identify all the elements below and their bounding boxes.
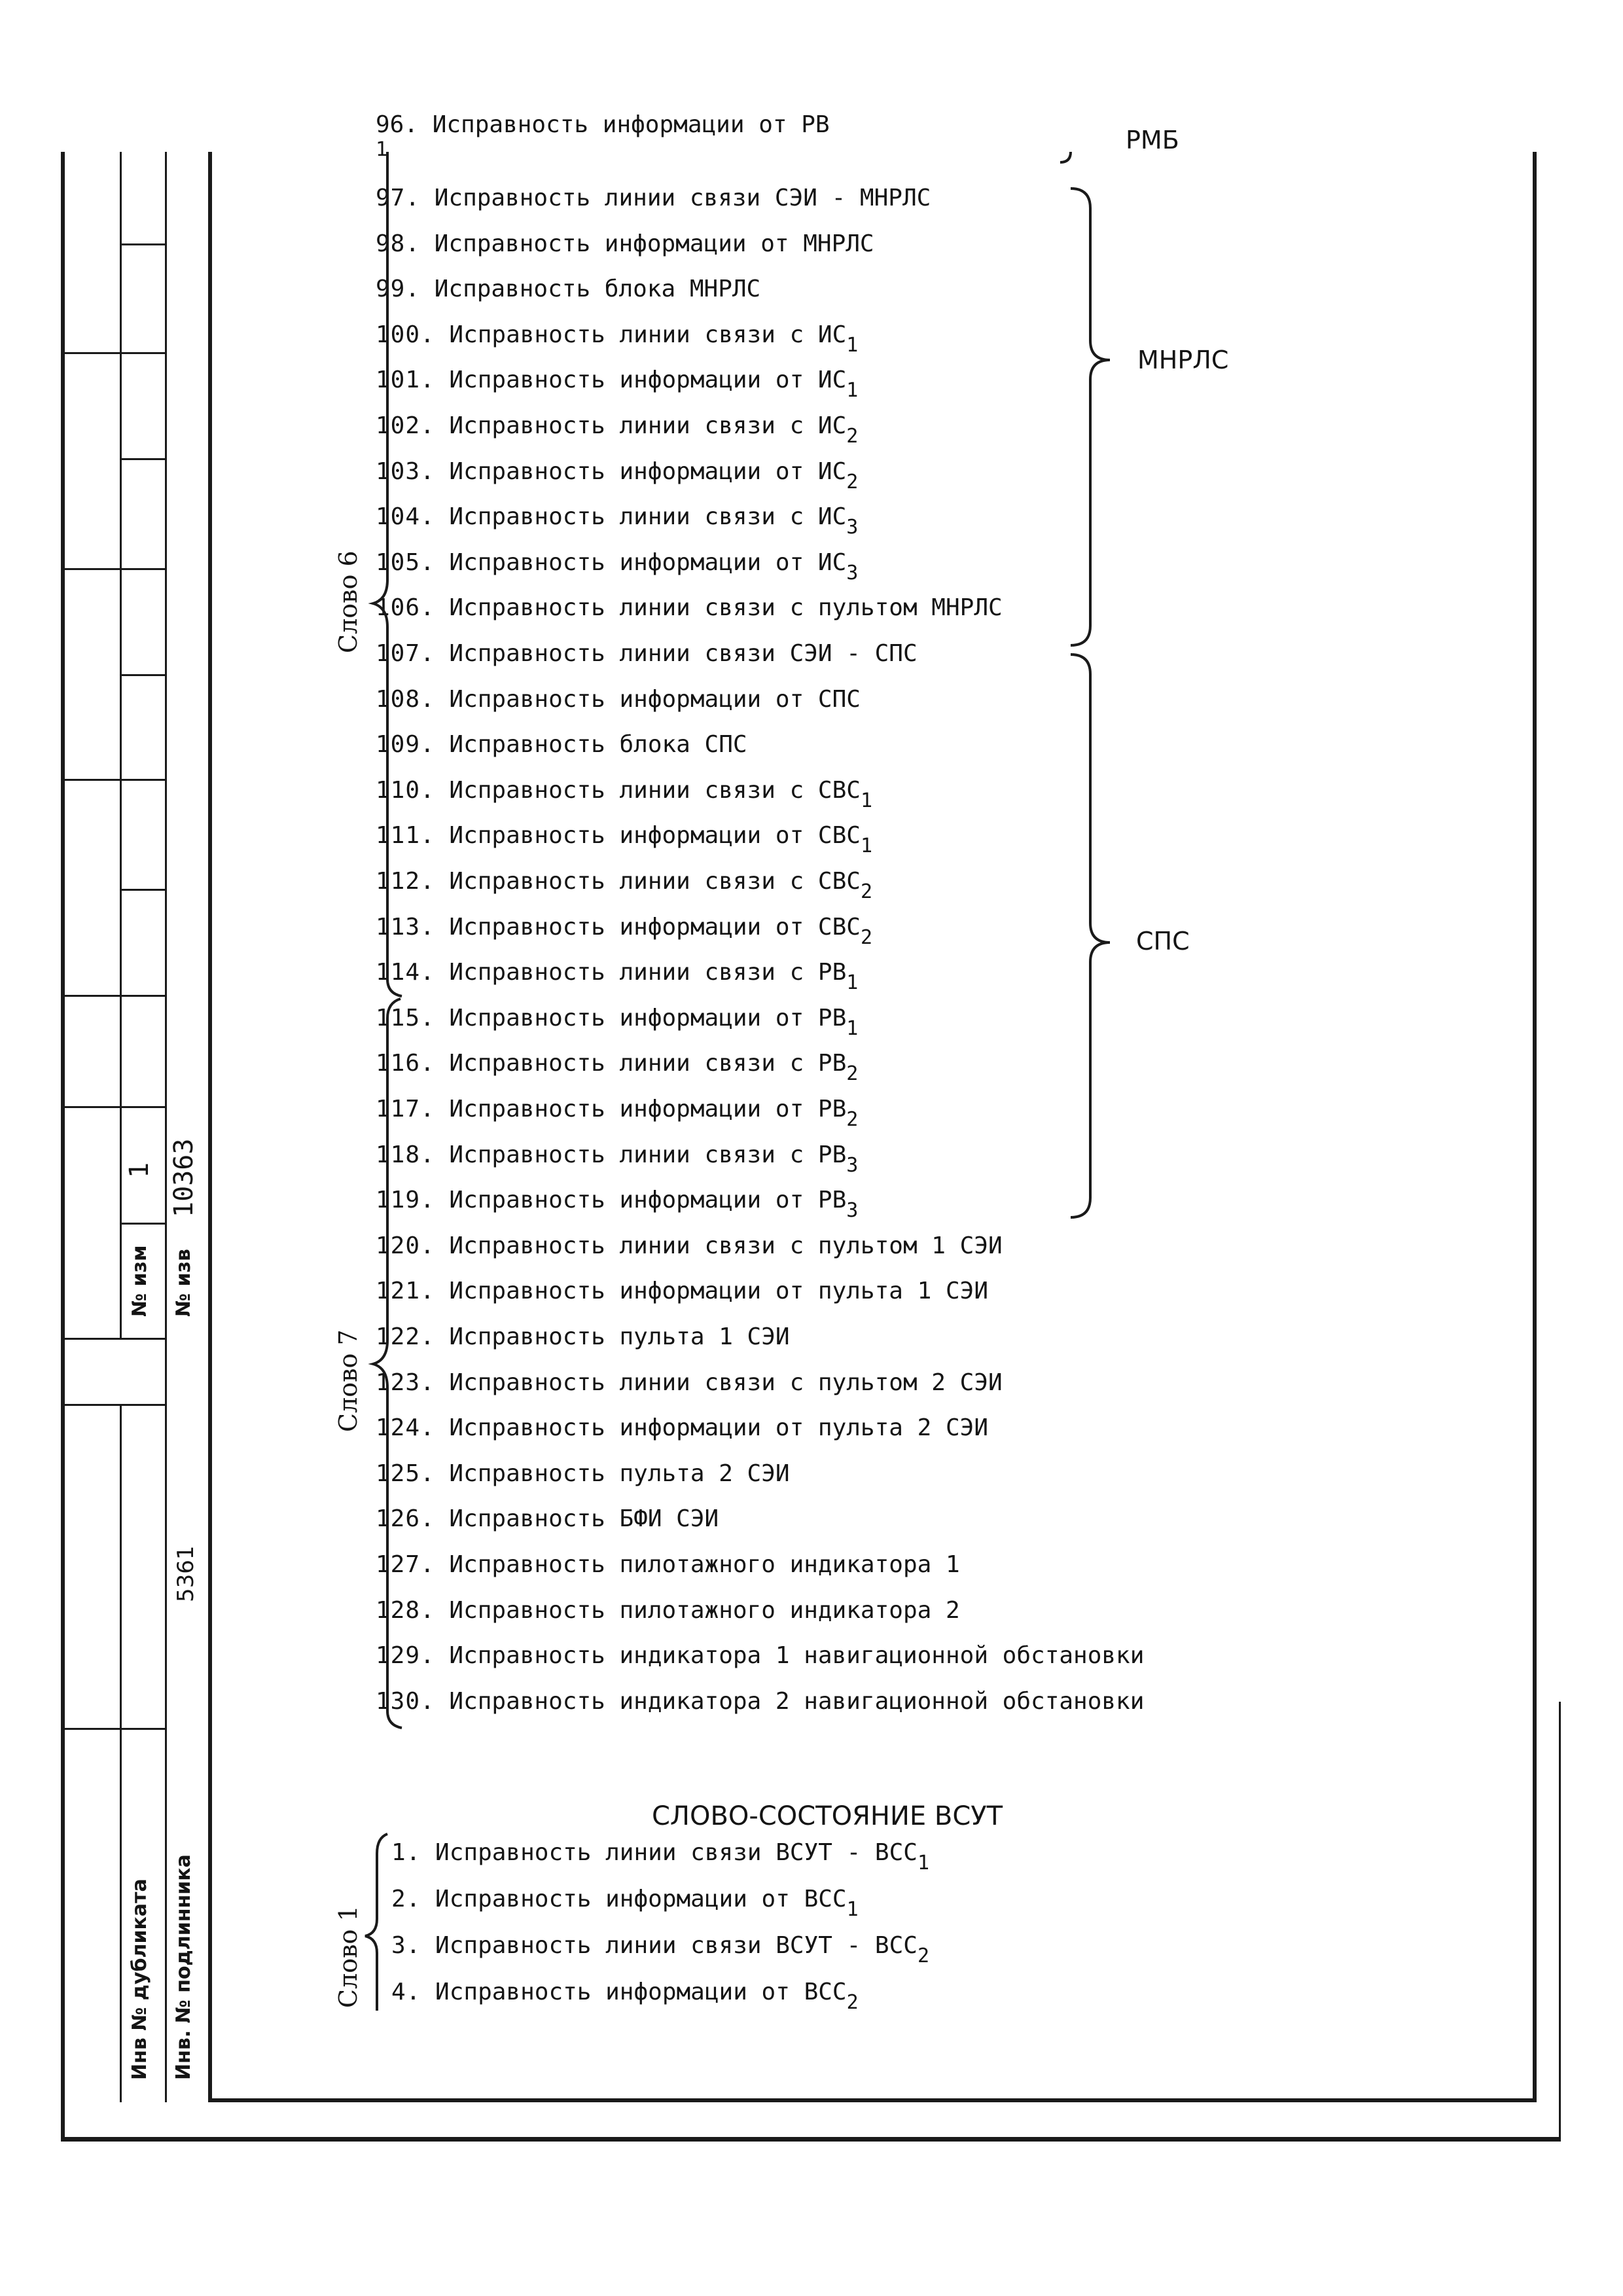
group-label-sps: СПС — [1136, 927, 1190, 956]
list-item — [376, 1276, 988, 1306]
item-number: 105. — [376, 548, 435, 576]
item-number: 2. — [391, 1886, 421, 1912]
item-number: 101. — [376, 367, 435, 394]
item-number: 111. — [376, 822, 435, 850]
item-subscript: 1 — [846, 333, 859, 357]
list-item — [376, 867, 872, 903]
frame-outer-right — [1559, 1702, 1561, 2142]
list-item — [376, 958, 859, 995]
item-number: 107. — [376, 640, 435, 667]
item-subscript: 3 — [846, 516, 859, 539]
item-number: 109. — [376, 731, 435, 759]
item-subscript: 2 — [860, 925, 872, 949]
item-subscript: 1 — [917, 1852, 930, 1874]
list-item — [376, 502, 859, 539]
stamp-izv-value: 10363 — [169, 1138, 199, 1217]
item-text: Исправность блока МНРЛС — [434, 276, 761, 303]
list-item — [376, 411, 859, 448]
item-text: Исправность информации от СПС — [449, 685, 861, 713]
item-number: 118. — [376, 1141, 435, 1168]
item-number: 112. — [376, 868, 435, 895]
stamp-row-line — [63, 1338, 167, 1340]
item-text: Исправность пилотажного индикатора 1 — [449, 1551, 960, 1578]
item-subscript: 1 — [846, 971, 859, 995]
list-item — [376, 320, 859, 357]
item-text: Исправность информации от РВ — [449, 1004, 847, 1031]
list-item — [376, 1231, 1003, 1261]
item-text: Исправность пульта 2 СЭИ — [449, 1460, 790, 1487]
item-number: 104. — [376, 503, 435, 531]
list-item — [376, 1140, 859, 1177]
list-item — [376, 821, 872, 858]
list-item — [376, 776, 872, 812]
list-item — [376, 1641, 1144, 1671]
item-text: Исправность линии связи СЭИ - МНРЛС — [434, 185, 931, 211]
list-item — [376, 183, 931, 213]
list-item — [376, 1687, 1144, 1717]
stamp-row-line — [120, 243, 167, 245]
item-text: Исправность линии связи с ИС — [449, 503, 847, 531]
item-number: 121. — [376, 1278, 435, 1305]
item-number: 116. — [376, 1050, 435, 1077]
stamp-dubl-label: Инв № дубликата — [128, 1878, 151, 2080]
list-item — [376, 593, 1003, 623]
stamp-podl-value: 5361 — [173, 1545, 199, 1602]
item-number: 119. — [376, 1187, 435, 1214]
word-label-1: Слово 1 — [334, 1905, 363, 2008]
stamp-row-line — [63, 995, 167, 997]
item-subscript: 1 — [860, 789, 872, 812]
item-number: 1. — [391, 1839, 421, 1866]
item-subscript: 2 — [846, 470, 859, 493]
stamp-row-line — [63, 1728, 167, 1730]
item-text: Исправность линии связи с РВ — [449, 1141, 847, 1168]
item-number: 127. — [376, 1551, 435, 1578]
section-title-vsut: СЛОВО-СОСТОЯНИЕ ВСУТ — [652, 1801, 1003, 1831]
item-number: 106. — [376, 594, 435, 622]
item-number: 115. — [376, 1004, 435, 1031]
item-text: Исправность индикатора 2 навигационной обстановки — [449, 1687, 1145, 1715]
list-item — [376, 685, 861, 715]
item-text: Исправность линии связи с СВС — [449, 776, 861, 804]
item-text: Исправность линии связи с РВ — [449, 1050, 847, 1077]
item-text: Исправность информации от СВС — [449, 822, 861, 850]
item-text: Исправность информации от ИС — [449, 548, 847, 576]
item-number: 129. — [376, 1642, 435, 1670]
item-number: 98. — [376, 230, 421, 257]
item-subscript: 3 — [846, 1199, 859, 1223]
list-item — [391, 1884, 859, 1921]
item-text: Исправность информации от ВСС — [435, 1886, 847, 1912]
list-item — [376, 1322, 790, 1352]
item-number: 117. — [376, 1096, 435, 1122]
item-subscript: 2 — [846, 1062, 859, 1086]
stamp-row-line — [120, 889, 167, 891]
stamp-row-line — [63, 1404, 167, 1406]
brace-mnrls — [1071, 188, 1110, 645]
word-label-6: Слово 6 — [334, 550, 363, 653]
item-number: 113. — [376, 913, 435, 941]
item-number: 130. — [376, 1687, 435, 1715]
list-item — [376, 730, 747, 760]
stamp-podl-label: Инв. № подлинника — [172, 1854, 195, 2080]
item-subscript: 2 — [846, 1108, 859, 1131]
item-text: Исправность линии связи с пультом МНРЛС — [449, 594, 1003, 622]
list-item — [376, 1368, 1003, 1398]
item-subscript: 3 — [846, 561, 859, 584]
item-number: 108. — [376, 685, 435, 713]
item-number: 97. — [376, 185, 421, 211]
stamp-row-line — [120, 674, 167, 676]
item-number: 122. — [376, 1323, 435, 1350]
item-text: Исправность пульта 1 СЭИ — [449, 1323, 790, 1350]
stamp-izm-label: № изм — [128, 1245, 151, 1317]
list-item — [376, 274, 760, 304]
item-text: Исправность линии связи СЭИ - СПС — [449, 640, 918, 667]
stamp-row-line — [63, 1106, 167, 1108]
item-number: 125. — [376, 1460, 435, 1487]
item-number: 124. — [376, 1414, 435, 1442]
item-text: Исправность информации от ИС — [449, 367, 847, 394]
frame-inner-right — [1533, 152, 1537, 2102]
stamp-row-line — [120, 1223, 167, 1225]
item-text: Исправность информации от РВ — [449, 1096, 847, 1122]
item-text: Исправность линии связи с пультом 1 СЭИ — [449, 1232, 1003, 1259]
stamp-row-line — [120, 458, 167, 460]
item-text: Исправность информации от пульта 2 СЭИ — [449, 1414, 988, 1442]
item-text: Исправность линии связи с РВ — [449, 959, 847, 986]
item-subscript: 2 — [860, 880, 872, 903]
item-text: Исправность информации от СВС — [449, 913, 861, 941]
list-item — [376, 1185, 859, 1223]
item-text: Исправность линии связи с СВС — [449, 868, 861, 895]
item-text: Исправность линии связи ВСУТ - ВСС — [435, 1932, 918, 1959]
frame-inner-bottom — [208, 2098, 1537, 2102]
item-subscript: 1 — [846, 1898, 859, 1921]
list-item — [391, 1977, 859, 2014]
item-text: Исправность пилотажного индикатора 2 — [449, 1596, 960, 1624]
list-item — [376, 1459, 790, 1489]
item-text: Исправность информации от пульта 1 СЭИ — [449, 1278, 988, 1305]
item-text: Исправность линии связи с пультом 2 СЭИ — [449, 1369, 1003, 1396]
stamp-izm-value: 1 — [124, 1162, 154, 1178]
list-item — [376, 1550, 960, 1580]
item-subscript: 1 — [846, 1016, 859, 1040]
item-number: 4. — [391, 1979, 421, 2005]
list-item — [376, 1003, 859, 1040]
item-number: 103. — [376, 457, 435, 485]
item-number: 99. — [376, 276, 421, 303]
stamp-column-line — [165, 152, 167, 2102]
item-text: Исправность линии связи ВСУТ - ВСС — [435, 1839, 918, 1866]
stamp-row-line — [63, 352, 167, 354]
list-item — [391, 1931, 930, 1967]
item-number: 110. — [376, 776, 435, 804]
item-number: 3. — [391, 1932, 421, 1959]
item-text: Исправность БФИ СЭИ — [449, 1505, 719, 1533]
item-text: Исправность индикатора 1 навигационной обстановки — [449, 1642, 1145, 1670]
item-text: Исправность информации от РВ — [449, 1187, 847, 1214]
list-item — [376, 548, 859, 584]
stamp-izv-label: № изв — [172, 1249, 195, 1317]
list-item — [376, 229, 874, 259]
list-item — [376, 1049, 859, 1086]
stamp-row-line — [63, 779, 167, 781]
frame-inner-left — [208, 152, 212, 2102]
item-text: Исправность информации от МНРЛС — [434, 230, 874, 257]
item-text: Исправность линии связи с ИС — [449, 412, 847, 439]
list-item — [376, 1094, 859, 1131]
list-item — [376, 1504, 719, 1534]
item-number: 128. — [376, 1596, 435, 1624]
header-fragment-text: 96. Исправность информации от РВ $_1$ — [376, 111, 830, 161]
item-subscript: 2 — [846, 425, 859, 448]
stamp-row-line — [63, 568, 167, 570]
list-item — [376, 639, 918, 669]
item-subscript: 2 — [846, 1991, 859, 2014]
item-subscript: 1 — [846, 379, 859, 403]
frame-outer-bottom — [61, 2137, 1561, 2142]
list-item — [376, 1413, 988, 1443]
stamp-column-line — [120, 152, 122, 1338]
item-subscript: 2 — [917, 1945, 930, 1967]
stamp-column-line — [120, 1404, 122, 2102]
item-number: 102. — [376, 412, 435, 439]
item-number: 126. — [376, 1505, 435, 1533]
item-text: Исправность линии связи с ИС — [449, 321, 847, 348]
item-subscript: 1 — [860, 834, 872, 858]
item-subscript: 3 — [846, 1153, 859, 1177]
item-number: 100. — [376, 321, 435, 348]
list-item — [376, 457, 859, 493]
item-number: 123. — [376, 1369, 435, 1396]
list-item — [376, 365, 859, 403]
word-label-7: Слово 7 — [334, 1329, 363, 1432]
item-text: Исправность информации от ИС — [449, 457, 847, 485]
header-fragment-group: РМБ — [1126, 126, 1179, 154]
item-number: 114. — [376, 959, 435, 986]
group-label-mnrls: МНРЛС — [1137, 346, 1229, 374]
brace-sps — [1071, 655, 1110, 1217]
frame-outer-left — [61, 152, 65, 2142]
list-item — [376, 912, 872, 949]
item-number: 120. — [376, 1232, 435, 1259]
list-item — [391, 1838, 930, 1874]
list-item — [376, 1596, 960, 1626]
brace-word1 — [365, 1834, 387, 2011]
item-text: Исправность блока СПС — [449, 731, 747, 759]
item-text: Исправность информации от ВСС — [435, 1979, 847, 2005]
